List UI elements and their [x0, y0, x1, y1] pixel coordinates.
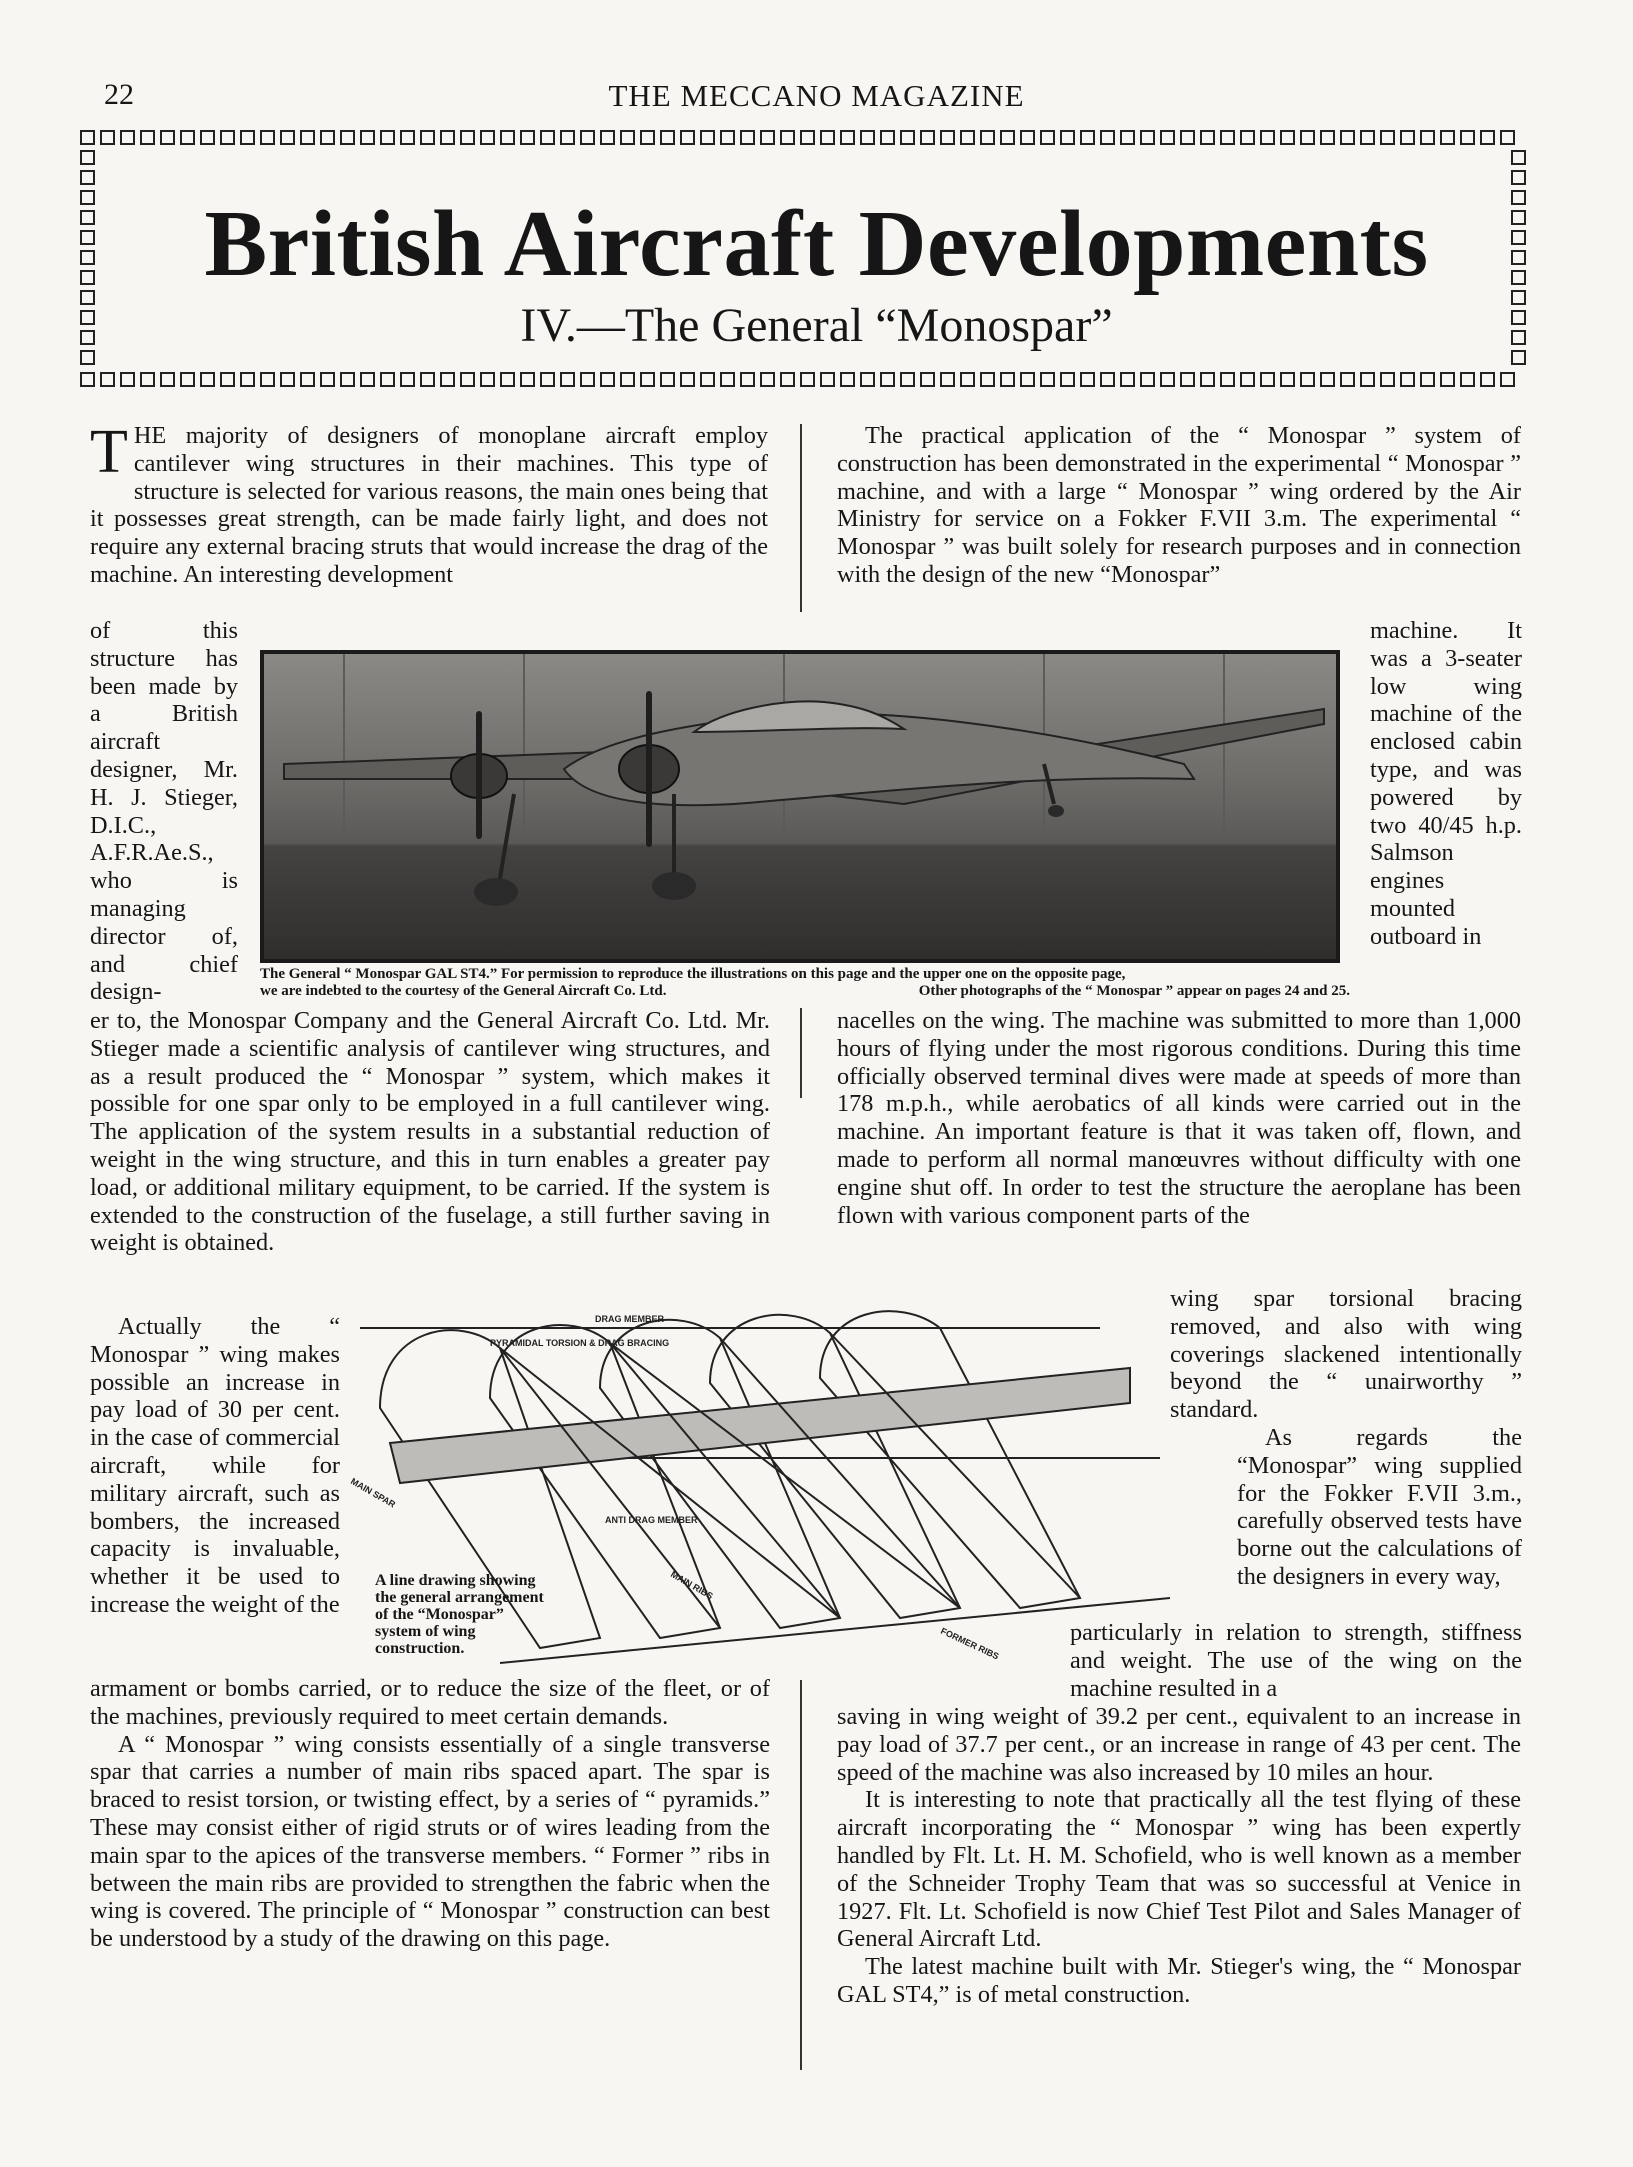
right-column-top	[837, 422, 1521, 589]
border-box	[1080, 372, 1095, 387]
border-box	[900, 372, 915, 387]
left-paragraph-2a: Actually the “ Monospar ” wing makes possible an increase in pay load of 30 per cent. in the case of commercial aircraft, while for military aircraft, such as bombers, the increased capacity is invaluable, whether it be used to increase the weight of the	[90, 1313, 340, 1618]
border-box	[1200, 372, 1215, 387]
border-box	[180, 372, 195, 387]
border-box	[200, 130, 215, 145]
border-box	[460, 130, 475, 145]
article-subtitle: IV.—The General “Monospar”	[520, 299, 1113, 352]
page-number: 22	[104, 78, 134, 111]
border-box	[1320, 372, 1335, 387]
border-box	[520, 372, 535, 387]
border-box	[1000, 372, 1015, 387]
border-box	[920, 130, 935, 145]
border-box	[480, 130, 495, 145]
border-box	[240, 130, 255, 145]
border-box	[1420, 130, 1435, 145]
border-box	[1500, 372, 1515, 387]
label-drag-member: DRAG MEMBER	[595, 1314, 664, 1324]
running-head: THE MECCANO MAGAZINE	[608, 78, 1025, 113]
border-box	[900, 130, 915, 145]
border-box	[580, 372, 595, 387]
border-box	[720, 130, 735, 145]
border-box	[380, 372, 395, 387]
left-column-narrow	[90, 617, 238, 1006]
border-box	[140, 130, 155, 145]
border-box	[420, 372, 435, 387]
caption-line-2-left: we are indebted to the courtesy of the General Aircraft Co. Ltd.	[260, 983, 667, 999]
border-box	[140, 372, 155, 387]
label-main-spar: MAIN SPAR	[349, 1476, 398, 1510]
border-box	[1160, 130, 1175, 145]
right-paragraph-1a: The practical application of the “ Monospar ” system of construction has been demonstrated in the experimental “ Monospar ” machine, and with a large “ Monospar ” wing ordered by the Air Ministry for service on a Fokker F.VII 3.m. The experimental “ Monospar ” was built solely for research purposes and in connection with the design of the new “Monospar”	[837, 422, 1521, 588]
border-box	[980, 130, 995, 145]
border-box	[660, 130, 675, 145]
right-paragraph-2a: As regards the “Monospar” wing supplied for the Fokker F.VII 3.m., carefully observed tests have borne out the calculations of the designers in every way,	[1237, 1424, 1522, 1590]
right-column-mid	[837, 1007, 1521, 1229]
right-paragraph-4: The latest machine built with Mr. Stieger's wing, the “ Monospar GAL ST4,” is of metal construction.	[837, 1953, 1521, 2008]
border-box	[620, 372, 635, 387]
border-box	[600, 130, 615, 145]
border-box	[1140, 130, 1155, 145]
border-box	[560, 130, 575, 145]
border-box	[1040, 130, 1055, 145]
left-paragraph-3: A “ Monospar ” wing consists essentially of a single transverse spar that carries a number of main ribs spaced apart. The spar is braced to resist torsion, or twisting effect, by a series of “ pyramids.” These may consist either of rigid struts or of wires leading from the main spar to the apices of the transverse members. “ Former ” ribs in between the main ribs are provided to strengthen the fabric when the wing is covered. The principle of “ Monospar ” construction can best be understood by a study of the drawing on this page.	[90, 1730, 770, 1953]
border-box	[920, 372, 935, 387]
border-box	[260, 372, 275, 387]
border-box	[1040, 372, 1055, 387]
border-box	[340, 130, 355, 145]
border-box	[1080, 130, 1095, 145]
right-column-bottom	[837, 1703, 1521, 2009]
border-box	[1240, 372, 1255, 387]
label-pyramidal: PYRAMIDAL TORSION & DRAG BRACING	[490, 1338, 670, 1348]
border-box	[1280, 372, 1295, 387]
border-box	[80, 150, 95, 165]
border-box	[880, 130, 895, 145]
left-paragraph-2b: armament or bombs carried, or to reduce the size of the fleet, or of the machines, previously required to meet certain demands.	[90, 1675, 770, 1730]
right-paragraph-3: It is interesting to note that practically all the test flying of these aircraft incorporating the “ Monospar ” wing has been expertly handled by Flt. Lt. H. M. Schofield, who is well known as a member of the Schneider Trophy Team that was so successful at Venice in 1927. Flt. Lt. Schofield is now Chief Test Pilot and Sales Manager of General Aircraft Ltd.	[837, 1786, 1521, 1953]
border-box	[1300, 130, 1315, 145]
border-box	[1180, 130, 1195, 145]
border-box	[1180, 372, 1195, 387]
border-box	[1060, 130, 1075, 145]
border-box	[1400, 372, 1415, 387]
border-box	[1460, 372, 1475, 387]
border-box	[520, 130, 535, 145]
right-paragraph-2c: saving in wing weight of 39.2 per cent., equivalent to an increase in pay load of 37.7 per cent., or an increase in range of 43 per cent. The speed of the machine was also increased by 10 miles an hour.	[837, 1703, 1521, 1786]
border-box	[1280, 130, 1295, 145]
border-box	[1480, 130, 1495, 145]
border-box	[760, 372, 775, 387]
border-box	[1220, 372, 1235, 387]
column-rule-top	[800, 424, 802, 612]
label-anti-drag: ANTI DRAG MEMBER	[605, 1515, 698, 1525]
border-box	[460, 372, 475, 387]
border-box	[1200, 130, 1215, 145]
border-box	[1100, 130, 1115, 145]
border-box	[840, 372, 855, 387]
border-box	[640, 372, 655, 387]
right-paragraph-1d: wing spar torsional bracing removed, and also with wing coverings slackened intentionally beyond the “ unairworthy ” standard.	[1170, 1285, 1522, 1424]
border-box	[1360, 130, 1375, 145]
border-box	[100, 372, 115, 387]
border-box	[1100, 372, 1115, 387]
label-former-ribs: FORMER RIBS	[939, 1625, 1001, 1662]
border-box	[780, 130, 795, 145]
border-box	[940, 130, 955, 145]
right-paragraph-1c: nacelles on the wing. The machine was submitted to more than 1,000 hours of flying under the most rigorous conditions. During this time officially observed terminal dives were made at speeds of more than 178 m.p.h., while aerobatics of all kinds were carried out in the machine. An important feature is that it was taken off, flown, and made to perform all normal manœuvres without difficulty with one engine shut off. In order to test the structure the aeroplane has been flown with various component parts of the	[837, 1007, 1521, 1229]
border-box	[1020, 372, 1035, 387]
border-box	[440, 130, 455, 145]
border-box	[860, 372, 875, 387]
border-box	[400, 130, 415, 145]
border-box	[300, 372, 315, 387]
border-box	[1511, 150, 1526, 165]
border-box	[700, 372, 715, 387]
border-box	[100, 130, 115, 145]
border-box	[260, 130, 275, 145]
border-box	[320, 372, 335, 387]
border-box	[80, 130, 95, 145]
border-box	[980, 372, 995, 387]
caption-line-2-right: Other photographs of the “ Monospar ” appear on pages 24 and 25.	[918, 983, 1350, 999]
left-column-top	[90, 418, 768, 589]
border-box	[800, 372, 815, 387]
border-box	[1120, 130, 1135, 145]
border-box	[80, 170, 95, 185]
photo-caption	[260, 966, 1350, 1000]
border-box	[1260, 130, 1275, 145]
border-box	[940, 372, 955, 387]
right-column-beside-drawing	[1170, 1285, 1522, 1424]
border-box	[280, 372, 295, 387]
border-box	[1420, 372, 1435, 387]
border-box	[80, 372, 95, 387]
border-box	[1020, 130, 1035, 145]
border-box	[700, 130, 715, 145]
aircraft-photo	[260, 650, 1340, 963]
border-box	[820, 130, 835, 145]
border-box	[740, 372, 755, 387]
border-box	[160, 130, 175, 145]
border-box	[180, 130, 195, 145]
border-box	[360, 130, 375, 145]
border-box	[1380, 130, 1395, 145]
border-box	[220, 130, 235, 145]
drop-cap: T	[90, 418, 128, 486]
border-box	[580, 130, 595, 145]
right-paragraph-1b: machine. It was a 3-seater low wing machine of the enclosed cabin type, and was powered by two 40/45 h.p. Salmson engines mounted outboard in	[1370, 617, 1522, 950]
right-column-beside-drawing-2	[1237, 1424, 1522, 1591]
border-box	[860, 130, 875, 145]
left-paragraph-1c: er to, the Monospar Company and the General Aircraft Co. Ltd. Mr. Stieger made a scientific analysis of cantilever wing structures, and as a result produced the “ Monospar ” system, which makes it possible for one spar only to be employed in a full cantilever wing. The application of the system results in a substantial reduction of weight in the wing structure, and this in turn enables a greater pay load, or additional military equipment, to be carried. If the system is extended to the construction of the fuselage, a still further saving in weight is obtained.	[90, 1007, 770, 1257]
border-box	[320, 130, 335, 145]
border-box	[540, 130, 555, 145]
border-box	[720, 372, 735, 387]
border-box	[120, 372, 135, 387]
column-rule-mid	[800, 1008, 802, 1098]
border-box	[820, 372, 835, 387]
border-box	[1120, 372, 1135, 387]
border-box	[1480, 372, 1495, 387]
border-box	[1440, 130, 1455, 145]
left-column-mid	[90, 1007, 770, 1257]
border-box	[880, 372, 895, 387]
border-box	[500, 130, 515, 145]
border-box	[800, 130, 815, 145]
border-box	[440, 372, 455, 387]
border-box	[240, 372, 255, 387]
border-box	[360, 372, 375, 387]
border-box	[200, 372, 215, 387]
border-box	[120, 130, 135, 145]
border-box	[560, 372, 575, 387]
column-rule-bottom	[800, 1680, 802, 2070]
border-box	[300, 130, 315, 145]
border-box	[1440, 372, 1455, 387]
left-paragraph-1a: HE majority of designers of monoplane aircraft employ cantilever wing structures in their machines. This type of structure is selected for various reasons, the main ones being that it possesses great strength, can be made fairly light, and does not require any external bracing struts that would increase the drag of the machine. An interesting development	[90, 422, 768, 588]
article-title: British Aircraft Developments	[204, 192, 1429, 296]
border-box	[340, 372, 355, 387]
border-box	[1500, 130, 1515, 145]
border-box	[1340, 372, 1355, 387]
border-box	[620, 130, 635, 145]
border-box	[280, 130, 295, 145]
border-box	[1260, 372, 1275, 387]
border-box	[680, 130, 695, 145]
drawing-caption: A line drawing showing the general arrangement of the “Monospar” system of wing construction.	[375, 1572, 544, 1657]
border-box	[1320, 130, 1335, 145]
border-box	[640, 130, 655, 145]
border-box	[480, 372, 495, 387]
border-box	[1060, 372, 1075, 387]
border-box	[780, 372, 795, 387]
left-column-beside-drawing	[90, 1313, 340, 1619]
border-box	[1460, 130, 1475, 145]
border-box	[1240, 130, 1255, 145]
right-column-narrow	[1370, 617, 1522, 951]
border-box	[760, 130, 775, 145]
border-box	[600, 372, 615, 387]
border-box	[500, 372, 515, 387]
border-box	[1300, 372, 1315, 387]
border-box	[220, 372, 235, 387]
border-box	[1340, 130, 1355, 145]
border-box	[960, 372, 975, 387]
border-box	[1000, 130, 1015, 145]
border-box	[380, 130, 395, 145]
caption-line-1: The General “ Monospar GAL ST4.” For permission to reproduce the illustrations on this page and the upper one on the opposite page,	[260, 966, 1126, 982]
border-box	[840, 130, 855, 145]
border-box	[1220, 130, 1235, 145]
right-paragraph-2b: particularly in relation to strength, stiffness and weight. The use of the wing on the machine resulted in a	[1070, 1619, 1522, 1702]
border-box	[960, 130, 975, 145]
border-box	[1400, 130, 1415, 145]
border-box	[400, 372, 415, 387]
border-box	[540, 372, 555, 387]
border-box	[1380, 372, 1395, 387]
aircraft-illustration	[264, 654, 1336, 959]
border-box	[1360, 372, 1375, 387]
label-main-ribs: MAIN RIBS	[669, 1569, 715, 1602]
border-box	[420, 130, 435, 145]
border-box	[660, 372, 675, 387]
border-box	[160, 372, 175, 387]
left-column-bottom	[90, 1675, 770, 1953]
border-box	[1140, 372, 1155, 387]
border-box	[1160, 372, 1175, 387]
border-box	[680, 372, 695, 387]
left-paragraph-1b: of this structure has been made by a British aircraft designer, Mr. H. J. Stieger, D.I.C., A.F.R.Ae.S., who is managing director of, and chief design-	[90, 617, 238, 1006]
border-box	[740, 130, 755, 145]
border-box	[1511, 170, 1526, 185]
